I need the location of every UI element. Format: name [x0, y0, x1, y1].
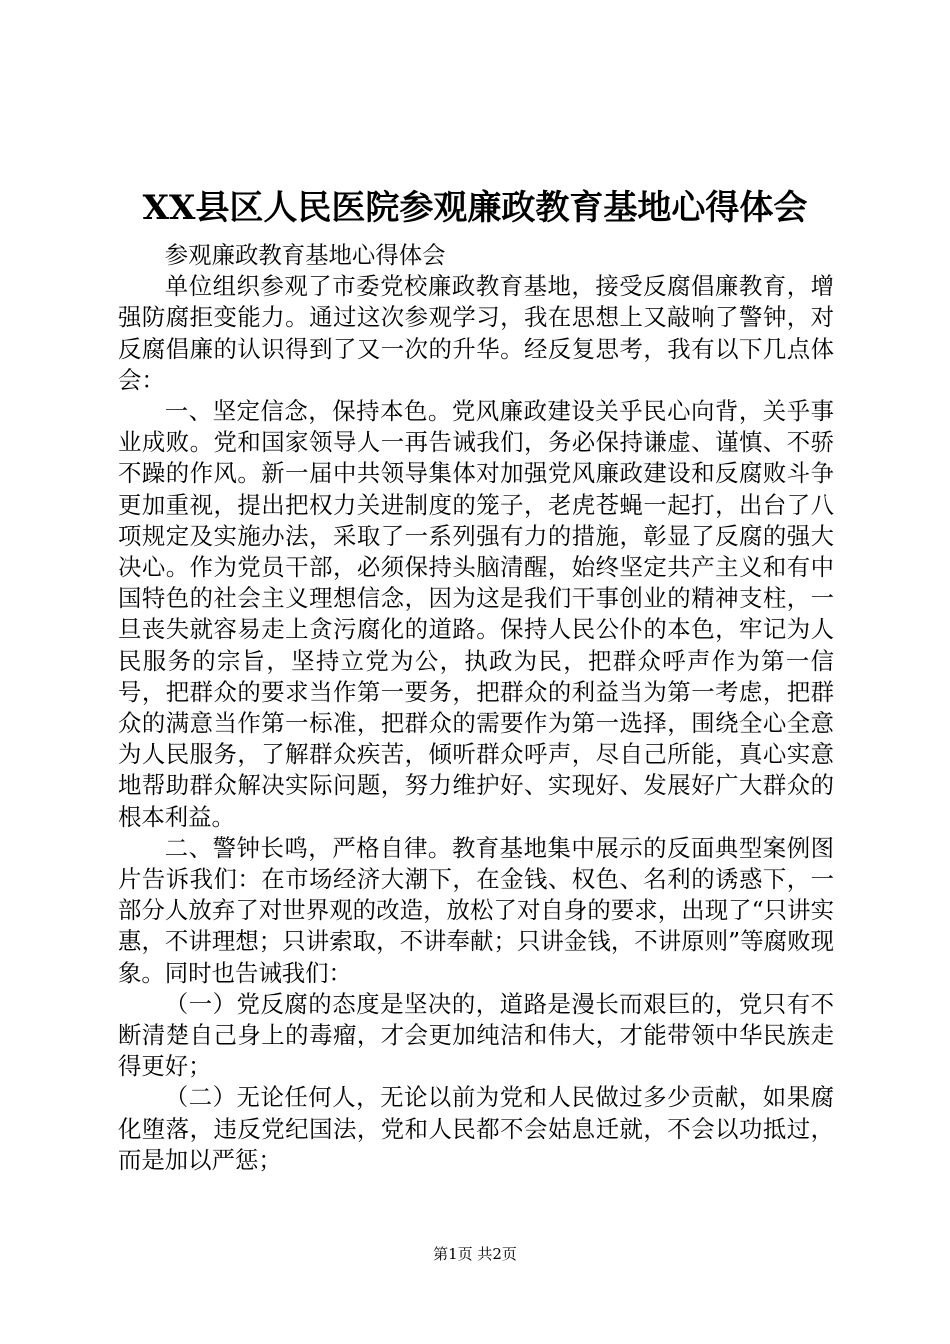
paragraph-subpoint-one: （一）党反腐的态度是坚决的，道路是漫长而艰巨的，党只有不断清楚自己身上的毒瘤，才会更加纯洁和伟大，才能带领中华民族走得更好；: [118, 989, 834, 1081]
paragraph-point-one: 一、坚定信念，保持本色。党风廉政建设关乎民心向背，关乎事业成败。党和国家领导人一再告诫我们，务必保持谦虚、谨慎、不骄不躁的作风。新一届中共领导集体对加强党风廉政建设和反腐败斗争更加重视，提出把权力关进制度的笼子，老虎苍蝇一起打，出台了八项规定及实施办法，采取了一系列强有力的措施，彰显了反腐的强大决心。作为党员干部，必须保持头脑清醒，始终坚定共产主义和有中国特色的社会主义理想信念，因为这是我们干事创业的精神支柱，一旦丧失就容易走上贪污腐化的道路。保持人民公仆的本色，牢记为人民服务的宗旨，坚持立党为公，执政为民，把群众呼声作为第一信号，把群众的要求当作第一要务，把群众的利益当为第一考虑，把群众的满意当作第一标准，把群众的需要作为第一选择，围绕全心全意为人民服务，了解群众疾苦，倾听群众呼声，尽自己所能，真心实意地帮助群众解决实际问题，努力维护好、实现好、发展好广大群众的根本利益。: [118, 397, 834, 831]
paragraph-subpoint-two: （二）无论任何人，无论以前为党和人民做过多少贡献，如果腐化堕落，违反党纪国法，党和人民都不会姑息迁就，不会以功抵过，而是加以严惩；: [118, 1083, 834, 1174]
page-footer: 第1页 共2页: [433, 1245, 517, 1263]
document-body: [118, 240, 834, 1176]
paragraph-subtitle: 参观廉政教育基地心得体会: [164, 241, 446, 269]
paragraph-point-two: 二、警钟长鸣，严格自律。教育基地集中展示的反面典型案例图片告诉我们：在市场经济大潮下，在金钱、权色、名利的诱惑下，一部分人放弃了对世界观的改造，放松了对自身的要求，出现了“只讲实惠，不讲理想；只讲索取，不讲奉献；只讲金钱，不讲原则”等腐败现象。同时也告诫我们：: [118, 833, 834, 987]
paragraph-intro: 单位组织参观了市委党校廉政教育基地，接受反腐倡廉教育，增强防腐拒变能力。通过这次参观学习，我在思想上又敲响了警钟，对反腐倡廉的认识得到了又一次的升华。经反复思考，我有以下几点体会：: [118, 272, 834, 394]
document-title: XX县区人民医院参观廉政教育基地心得体会: [142, 188, 808, 228]
